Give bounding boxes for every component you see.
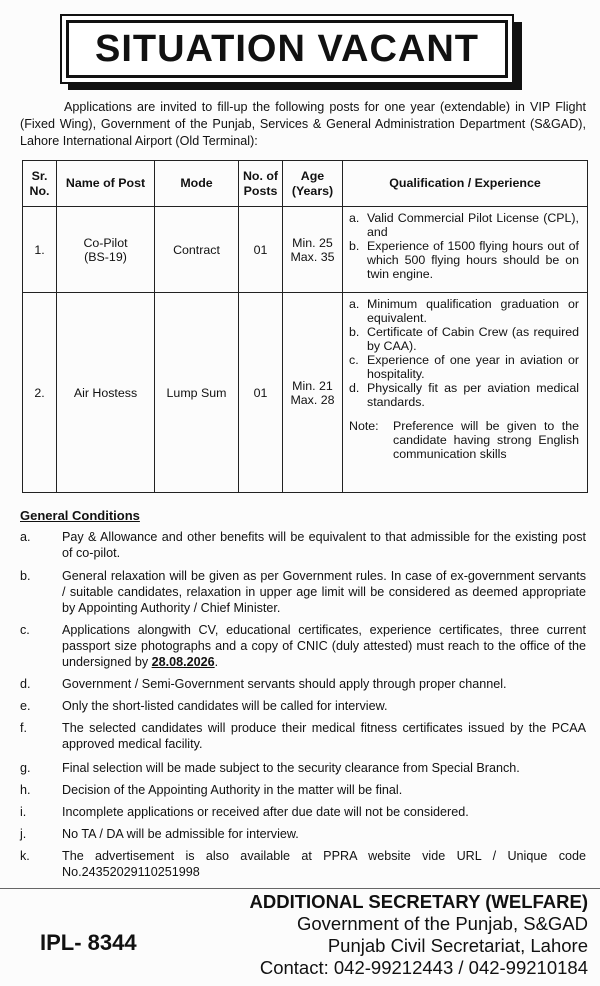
age-max: Max. 28 [290,392,335,407]
condition-item [20,568,586,616]
header-qualification: Qualification / Experience [343,161,588,207]
row-sr: 1. [23,207,57,293]
deadline-date: 28.08.2026 [151,655,215,669]
condition-item [20,782,586,798]
preference-note [349,419,579,461]
condition-text [62,622,586,670]
row-age [283,207,343,293]
qualification-item [349,353,579,381]
condition-item [20,720,586,752]
condition-text: Incomplete applications or received after due date will not be considered. [62,805,469,819]
condition-end: . [214,655,219,669]
title-box [60,14,514,84]
signature-block [178,891,588,979]
table-row [23,207,588,293]
qualification-text: Minimum qualification graduation or equivalent. [367,297,579,325]
qualification-item [349,297,579,325]
condition-letter: k. [20,849,30,863]
condition-letter: h. [20,783,31,797]
condition-item [20,676,586,692]
signatory-address: Punjab Civil Secretariat, Lahore [327,935,588,956]
title-shadow-right [514,22,522,90]
table-row [23,293,588,493]
row-post-name [57,207,155,293]
condition-text: Government / Semi-Government servants should apply through proper channel. [62,677,507,691]
qualification-text: Experience of one year in aviation or hospitality. [367,353,579,381]
note-text: Preference will be given to the candidate having strong English communication skills [393,419,579,461]
table-header-row [23,161,588,207]
condition-item [20,826,586,842]
qualification-item [349,325,579,353]
qualification-letter: a. [349,297,360,311]
qualification-letter: b. [349,239,360,253]
row-posts: 01 [239,293,283,493]
signatory-contact: Contact: 042-99212443 / 042-99210184 [259,957,588,978]
condition-letter: g. [20,761,31,775]
title-shadow-bottom [68,84,522,90]
condition-text: Only the short-listed candidates will be called for interview. [62,699,388,713]
age-min: Min. 25 [292,235,333,250]
header-mode: Mode [155,161,239,207]
row-mode: Contract [155,207,239,293]
header-sr-no: Sr. No. [23,161,57,207]
signatory-department: Government of the Punjab, S&GAD [296,913,588,934]
post-grade: (BS-19) [84,249,127,264]
condition-item [20,848,586,880]
condition-letter: c. [20,623,30,637]
header-age: Age (Years) [283,161,343,207]
condition-item [20,760,586,776]
condition-text: Decision of the Appointing Authority in the matter will be final. [62,783,403,797]
general-conditions-title: General Conditions [20,508,140,523]
condition-item [20,622,586,670]
condition-text: No TA / DA will be admissible for interview. [62,827,299,841]
ipl-number: IPL- 8344 [40,930,137,955]
qualification-letter: a. [349,211,360,225]
posts-table [22,160,588,493]
condition-letter: d. [20,677,31,691]
header-name-of-post: Name of Post [57,161,155,207]
post-title: Co-Pilot [83,235,128,250]
condition-body: Applications alongwith CV, educational certificates, experience certificates, three current passport size photographs and a copy of CNIC (duly attested) must reach to the office of the undersigned by [62,623,586,669]
condition-text: General relaxation will be given as per Government rules. In case of ex-government servants / suitable candidates, relaxation in upper age limit will be considered as deemed appropriate by Appointing Authority / Chief Minister. [62,569,586,615]
condition-letter: i. [20,805,27,819]
condition-text: The selected candidates will produce their medical fitness certificates issued by the PCAA approved medical facility. [62,721,586,751]
condition-text: Pay & Allowance and other benefits will be equivalent to that admissible for the existing post of co-pilot. [62,530,586,560]
condition-letter: f. [20,721,27,735]
condition-item [20,698,586,714]
row-age [283,293,343,493]
condition-text: Final selection will be made subject to the security clearance from Special Branch. [62,761,520,775]
row-post-name [57,293,155,493]
note-label: Note: [349,419,379,433]
condition-text: The advertisement is also available at PPRA website vide URL / Unique code No.24352029110251998 [62,849,586,879]
page-title: SITUATION VACANT [94,27,479,70]
qualification-text: Experience of 1500 flying hours out of which 500 flying hours should be on twin engine. [367,239,579,281]
footer-divider [0,888,600,889]
qualification-item [349,381,579,409]
qualification-text: Physically fit as per aviation medical standards. [367,381,579,409]
intro-paragraph: Applications are invited to fill-up the following posts for one year (extendable) in VIP Flight (Fixed Wing), Government of the Punjab, Services & General Administration Department (S&GAD), Lahore International Airport (Old Terminal): [20,100,586,148]
row-qualification [343,293,588,493]
post-title: Air Hostess [73,385,138,400]
condition-letter: b. [20,569,31,583]
age-min: Min. 21 [292,378,333,393]
condition-letter: a. [20,530,31,544]
qualification-letter: d. [349,381,360,395]
row-qualification [343,207,588,293]
condition-letter: e. [20,699,31,713]
signatory-designation: ADDITIONAL SECRETARY (WELFARE) [249,891,588,912]
condition-item [20,804,586,820]
qualification-text: Valid Commercial Pilot License (CPL), and [367,211,579,239]
qualification-letter: c. [349,353,359,367]
condition-letter: j. [20,827,27,841]
qualification-letter: b. [349,325,360,339]
qualification-text: Certificate of Cabin Crew (as required by CAA). [367,325,579,353]
header-no-of-posts: No. of Posts [239,161,283,207]
age-max: Max. 35 [290,249,335,264]
qualification-item [349,239,579,281]
title-inner-frame [66,20,508,78]
qualification-item [349,211,579,239]
row-posts: 01 [239,207,283,293]
condition-item [20,529,586,561]
row-sr: 2. [23,293,57,493]
row-mode: Lump Sum [155,293,239,493]
